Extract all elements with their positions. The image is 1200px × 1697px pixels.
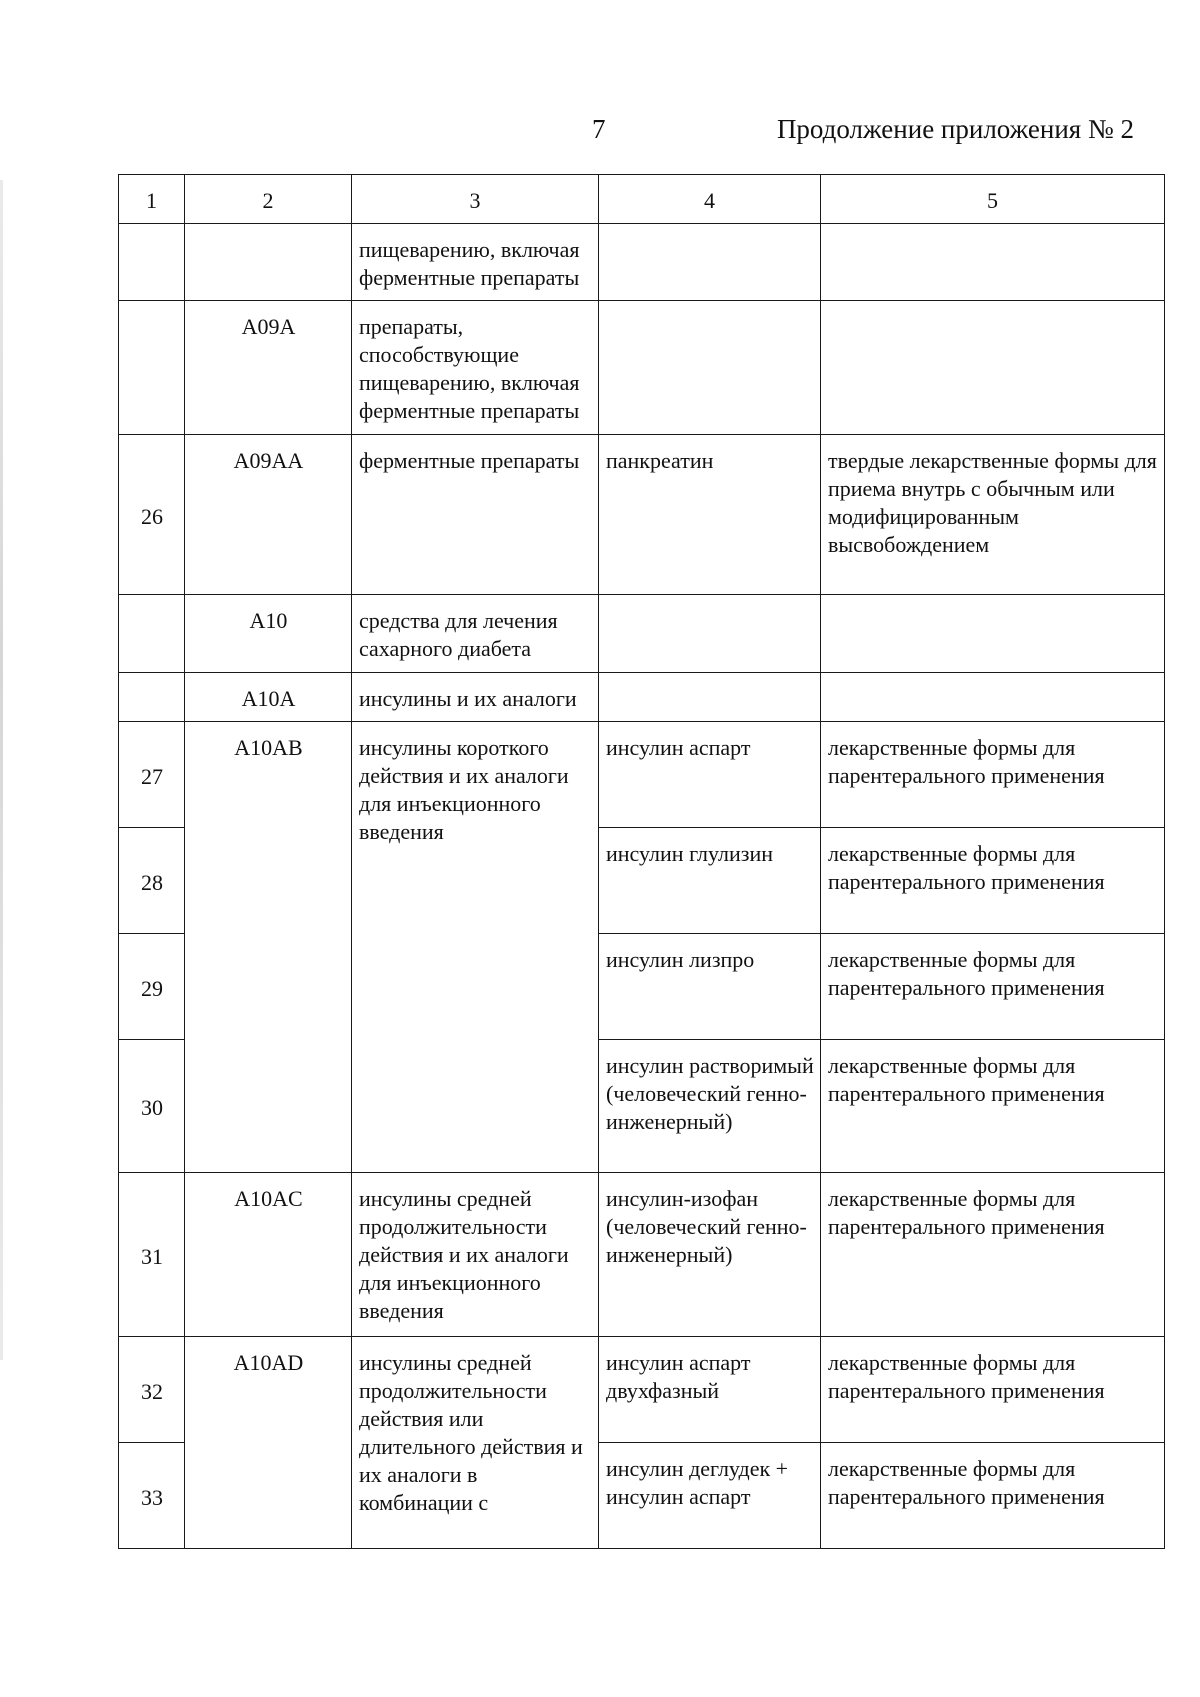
column-header: 1 [119,175,185,224]
dosage-form [821,673,1165,722]
atc-group: инсулины средней продолжительности действия или длительного действия и их аналоги в комбинации с [352,1337,599,1549]
drug-table [118,174,1165,1549]
atc-group: средства для лечения сахарного диабета [352,595,599,673]
atc-code: A10AD [185,1337,352,1549]
table-row [119,1337,1165,1443]
row-number: 27 [119,722,185,828]
table-row [119,224,1165,301]
atc-group: инсулины и их аналоги [352,673,599,722]
column-header: 3 [352,175,599,224]
appendix-continuation-note: Продолжение приложения № 2 [776,114,1134,144]
drug-name: инсулин деглудек + инсулин аспарт [599,1443,821,1549]
row-number: 26 [119,435,185,595]
row-number: 31 [119,1173,185,1337]
atc-group: препараты, способствующие пищеварению, включая ферментные препараты [352,301,599,435]
dosage-form: лекарственные формы для парентерального применения [821,1337,1165,1443]
drug-name: инсулин аспарт [599,722,821,828]
dosage-form: лекарственные формы для парентерального применения [821,1443,1165,1549]
dosage-form [821,301,1165,435]
drug-name: панкреатин [599,435,821,595]
table-row [119,435,1165,595]
row-number: 32 [119,1337,185,1443]
column-header: 2 [185,175,352,224]
dosage-form: твердые лекарственные формы для приема внутрь с обычным или модифицированным высвобождением [821,435,1165,595]
row-number: 29 [119,934,185,1040]
atc-code [185,224,352,301]
atc-code: A10A [185,673,352,722]
drug-name: инсулин-изофан (человеческий генно-инженерный) [599,1173,821,1337]
atc-group: ферментные препараты [352,435,599,595]
drug-name [599,224,821,301]
drug-name [599,301,821,435]
row-number [119,301,185,435]
dosage-form: лекарственные формы для парентерального применения [821,722,1165,828]
row-number [119,224,185,301]
row-number [119,595,185,673]
atc-code: A09AA [185,435,352,595]
row-number: 33 [119,1443,185,1549]
column-header: 5 [821,175,1165,224]
drug-name [599,673,821,722]
table-header-row [119,175,1165,224]
row-number: 28 [119,828,185,934]
atc-code: A09A [185,301,352,435]
table-row [119,301,1165,435]
dosage-form: лекарственные формы для парентерального применения [821,1173,1165,1337]
dosage-form: лекарственные формы для парентерального применения [821,1040,1165,1173]
drug-name: инсулин лизпро [599,934,821,1040]
atc-group: пищеварению, включая ферментные препараты [352,224,599,301]
atc-code: A10 [185,595,352,673]
atc-code: A10AB [185,722,352,1173]
drug-name: инсулин аспарт двухфазный [599,1337,821,1443]
atc-group: инсулины короткого действия и их аналоги для инъекционного введения [352,722,599,1173]
atc-group: инсулины средней продолжительности действия и их аналоги для инъекционного введения [352,1173,599,1337]
dosage-form: лекарственные формы для парентерального применения [821,828,1165,934]
atc-code: A10AC [185,1173,352,1337]
table-row [119,1173,1165,1337]
dosage-form [821,595,1165,673]
table-row [119,722,1165,828]
dosage-form: лекарственные формы для парентерального применения [821,934,1165,1040]
drug-name: инсулин глулизин [599,828,821,934]
scan-edge-artifact [0,180,3,1360]
page-number: 7 [592,114,606,144]
dosage-form [821,224,1165,301]
row-number: 30 [119,1040,185,1173]
column-header: 4 [599,175,821,224]
drug-name: инсулин растворимый (человеческий генно-инженерный) [599,1040,821,1173]
table-row [119,595,1165,673]
table-row [119,673,1165,722]
drug-name [599,595,821,673]
row-number [119,673,185,722]
